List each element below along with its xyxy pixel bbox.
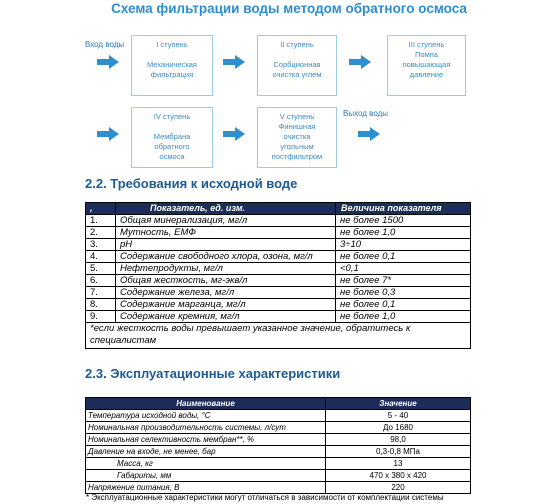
arrow-right-icon <box>97 127 119 141</box>
spec-value: 98,0 <box>326 434 471 446</box>
stage-description <box>132 132 212 162</box>
stage-description-line: Мембрана <box>153 132 191 141</box>
stage-description-line: Сорбционная <box>273 60 321 69</box>
spec-value: 5 - 40 <box>326 410 471 422</box>
arrow-right-icon <box>223 127 245 141</box>
spec-value: 13 <box>326 458 471 470</box>
row-number: 6. <box>86 275 116 287</box>
stage-description-line: угольным <box>280 142 314 151</box>
spec-value: 470 х 380 х 420 <box>326 470 471 482</box>
column-header-parameter: Показатель, ед. изм. <box>116 203 336 215</box>
spec-name: Температура исходной воды, °С <box>86 410 326 422</box>
spec-value: 220 <box>326 482 471 494</box>
spec-name: Номинальная производительность системы, л/сут <box>86 422 326 434</box>
stage-description-line: Помпа <box>415 50 438 59</box>
table-row <box>86 239 471 251</box>
table-row <box>86 458 471 470</box>
stage-box-5 <box>257 107 337 168</box>
row-number: 3. <box>86 239 116 251</box>
table-note-row <box>86 323 471 349</box>
spec-value: До 1680 <box>326 422 471 434</box>
arrow-right-icon <box>349 55 371 69</box>
table-row <box>86 275 471 287</box>
column-header-value: Значение <box>326 398 471 410</box>
operating-specs-table <box>85 397 471 494</box>
section-heading-requirements: 2.2. Требования к исходной воде <box>85 176 298 191</box>
parameter-value: не более 0,1 <box>336 251 471 263</box>
spec-name: Напряжение питания, В <box>86 482 326 494</box>
parameter-name: Содержание марганца, мг/л <box>116 299 336 311</box>
row-number: 4. <box>86 251 116 263</box>
table-row <box>86 299 471 311</box>
row-number: 9. <box>86 311 116 323</box>
parameter-value: 3÷10 <box>336 239 471 251</box>
stage-box-2 <box>257 35 337 96</box>
parameter-name: рН <box>116 239 336 251</box>
stage-title: V ступень <box>279 112 315 121</box>
parameter-name: Мутность, ЕМФ <box>116 227 336 239</box>
water-input-label: Вход воды <box>85 40 125 49</box>
table-row <box>86 422 471 434</box>
arrow-right-icon <box>97 55 119 69</box>
stage-description-line: осмоса <box>159 152 185 161</box>
hardness-footnote: *если жесткость воды превышает указанное значение, обратитесь к специалистам <box>86 323 471 349</box>
spec-name: Номинальная селективность мембран**, % <box>86 434 326 446</box>
spec-name: Габариты, мм <box>86 470 326 482</box>
stage-title: II ступень <box>280 40 314 49</box>
stage-description-line: очистка <box>283 132 311 141</box>
stage-description <box>132 60 212 80</box>
stage-description <box>258 122 336 162</box>
column-header-number: , <box>86 203 116 215</box>
spec-name: Давление на входе, не менее, бар <box>86 446 326 458</box>
stage-title: III ступень <box>408 40 445 49</box>
parameter-name: Содержание кремния, мг/л <box>116 311 336 323</box>
parameter-value: не более 0,3 <box>336 287 471 299</box>
parameter-name: Нефтепродукты, мг/л <box>116 263 336 275</box>
parameter-name: Общая минерализация, мг/л <box>116 215 336 227</box>
stage-description-line: давление <box>409 70 444 79</box>
stage-description-line: фильтрация <box>150 70 194 79</box>
section-heading-specs: 2.3. Эксплуатационные характеристики <box>85 366 341 381</box>
parameter-name: Общая жесткость, мг-экв/л <box>116 275 336 287</box>
parameter-value: <0,1 <box>336 263 471 275</box>
parameter-value: не более 1,0 <box>336 311 471 323</box>
stage-description-line: Механическая <box>146 60 197 69</box>
table-row <box>86 287 471 299</box>
stage-description-line: очистка углем <box>272 70 322 79</box>
stage-description-line: обратного <box>154 142 190 151</box>
page-title: Схема фильтрации воды методом обратного осмоса <box>111 1 467 16</box>
specs-footnote: * Эксплуатационные характеристики могут отличаться в зависимости от комплектации системы <box>86 493 444 502</box>
arrow-right-icon <box>223 55 245 69</box>
row-number: 7. <box>86 287 116 299</box>
table-row <box>86 251 471 263</box>
stage-title: I ступень <box>156 40 188 49</box>
stage-description-line: повышающая <box>402 60 451 69</box>
table-row <box>86 470 471 482</box>
table-header-row <box>86 203 471 215</box>
parameter-value: не более 1,0 <box>336 227 471 239</box>
stage-title: IV ступень <box>153 112 191 121</box>
arrow-right-icon <box>358 127 380 141</box>
parameter-name: Содержание железа, мг/л <box>116 287 336 299</box>
row-number: 8. <box>86 299 116 311</box>
stage-description <box>388 50 465 80</box>
table-row <box>86 311 471 323</box>
parameter-value: не более 7* <box>336 275 471 287</box>
table-row <box>86 215 471 227</box>
table-row <box>86 434 471 446</box>
stage-box-1 <box>131 35 213 96</box>
parameter-value: не более 0,1 <box>336 299 471 311</box>
column-header-value: Величина показателя <box>336 203 471 215</box>
table-header-row <box>86 398 471 410</box>
table-row <box>86 446 471 458</box>
stage-box-4 <box>131 107 213 168</box>
parameter-name: Содержание свободного хлора, озона, мг/л <box>116 251 336 263</box>
stage-description-line: постфильтром <box>271 152 323 161</box>
water-output-label: Выход воды <box>343 109 389 118</box>
row-number: 1. <box>86 215 116 227</box>
table-row <box>86 482 471 494</box>
table-row <box>86 227 471 239</box>
stage-description-line: Финишная <box>278 122 316 131</box>
water-requirements-table <box>85 202 471 349</box>
stage-box-3 <box>387 35 466 96</box>
row-number: 5. <box>86 263 116 275</box>
parameter-value: не более 1500 <box>336 215 471 227</box>
table-row <box>86 410 471 422</box>
column-header-name: Наименование <box>86 398 326 410</box>
stage-description <box>258 60 336 80</box>
spec-value: 0,3-0,8 МПа <box>326 446 471 458</box>
spec-name: Масса, кг <box>86 458 326 470</box>
row-number: 2. <box>86 227 116 239</box>
table-row <box>86 263 471 275</box>
